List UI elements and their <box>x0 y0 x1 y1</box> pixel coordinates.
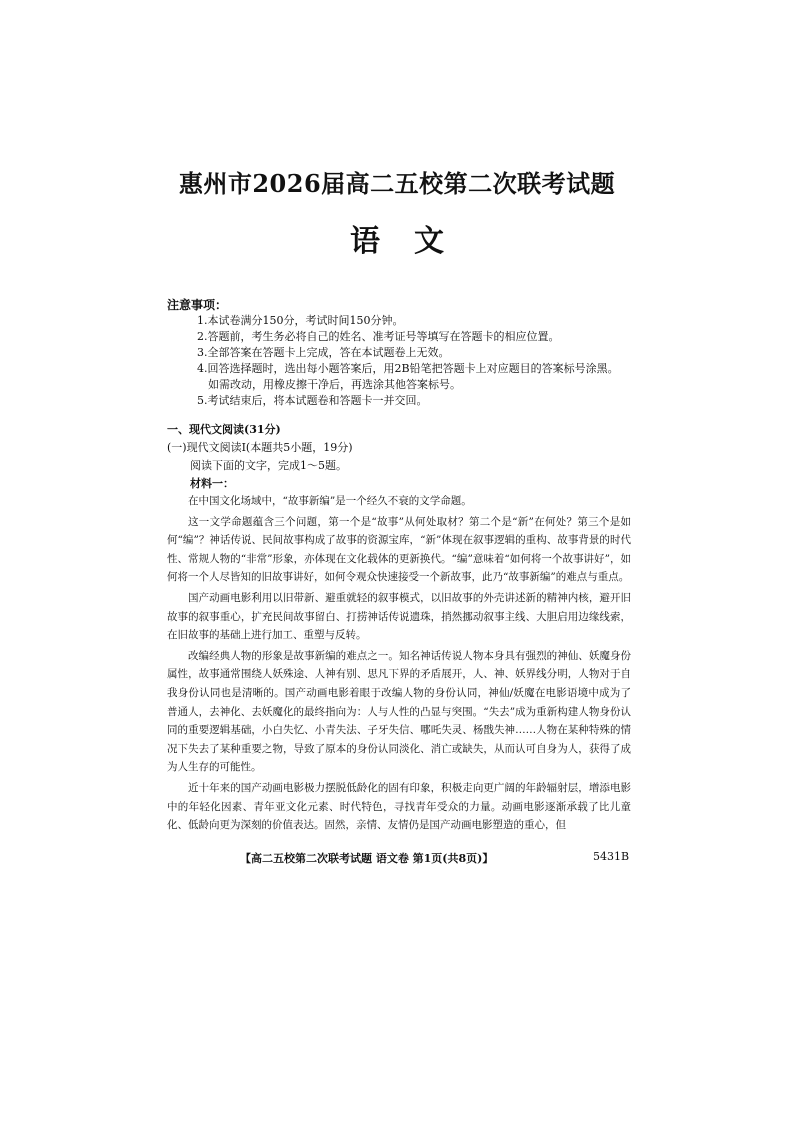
notice-item-4-continued: 如需改动，用橡皮擦干净后，再选涂其他答案标号。 <box>208 378 461 391</box>
section-subheading: (一)现代文阅读Ⅰ(本题共5小题，19分) <box>167 441 353 454</box>
passage-paragraph-1: 在中国文化场域中，“故事新编”是一个经久不衰的文学命题。 <box>188 495 472 507</box>
notice-item-2: 2.答题前，考生务必将自己的姓名、准考证号等填写在答题卡的相应位置。 <box>197 330 560 343</box>
material-label: 材料一： <box>190 477 234 490</box>
notice-item-5: 5.考试结束后，将本试题卷和答题卡一并交回。 <box>197 394 428 407</box>
section-heading: 一、现代文阅读(31分) <box>167 423 281 436</box>
passage-paragraph-5: 近十年来的国产动画电影极力摆脱低龄化的固有印象，积极走向更广阔的年龄辐射层，增添电影中的年轻化因素、青年亚文化元素、时代特色，寻找青年受众的力量。动画电影逐渐承载了比儿童化、低龄向更为深刻的价值表达。固然，亲情、友情仍是国产动画电影塑造的重心，但 <box>167 781 631 832</box>
notice-item-4: 4.回答选择题时，选出每小题答案后，用2B铅笔把答题卡上对应题目的答案标号涂黑。 <box>197 362 619 375</box>
section-instruction: 阅读下面的文字，完成1～5题。 <box>190 459 347 472</box>
passage-paragraph-2: 这一文学命题蕴含三个问题，第一个是“故事”从何处取材？第二个是“新”在何处？第三个是如何“编”？神话传说、民间故事构成了故事的资源宝库，“新”体现在叙事逻辑的重构、故事背景的时代性、常规人物的“非常”形象，亦体现在文化载体的更新换代。“编”意味着“如何将一个故事讲好”，如何将一个人尽皆知的旧故事讲好，如何令观众快速接受一个新故事，此乃“故事新编”的难点与重点。 <box>167 515 631 584</box>
notice-item-3: 3.全部答案在答题卡上完成，答在本试题卷上无效。 <box>197 346 450 359</box>
page-footer: 【高二五校第二次联考试题 语文卷 第1页(共8页)】 <box>240 852 494 865</box>
paper-code: 5431B <box>593 850 630 863</box>
subject-title: 语文 <box>350 224 478 259</box>
exam-title: 惠州市2026届高二五校第二次联考试题 <box>178 169 616 198</box>
passage-paragraph-3: 国产动画电影利用以旧带新、避重就轻的叙事模式，以旧故事的外壳讲述新的精神内核，避开旧故事的叙事重心，扩充民间故事留白、打捞神话传说遗珠，捎然挪动叙事主线、大胆启用边缘线索，在旧故事的基础上进行加工、重塑与反转。 <box>167 591 631 642</box>
notice-item-1: 1.本试卷满分150分，考试时间150分钟。 <box>197 314 404 327</box>
passage-paragraph-4: 改编经典人物的形象是故事新编的难点之一。知名神话传说人物本身具有强烈的神仙、妖魔身份属性，故事通常围绕人妖殊途、人神有别、思凡下界的矛盾展开，人、神、妖界线分明，人物对于自我身份认同也是清晰的。国产动画电影着眼于改编人物的身份认同，神仙/妖魔在电影语境中成为了普通人，去神化、去妖魔化的最终指向为：人与人性的凸显与突围。“失去”成为重新构建人物身份认同的重要逻辑基础，小白失忆、小青失法、子牙失信、哪吒失灵、杨戬失神……人物在某种特殊的情况下失去了某种重要之物，导致了原本的身份认同淡化、消亡或缺失，从而认可自身为人，获得了成为人生存的可能性。 <box>167 649 631 774</box>
notice-block <box>167 297 637 409</box>
notice-title: 注意事项： <box>167 298 228 312</box>
reading-passage <box>167 492 631 837</box>
